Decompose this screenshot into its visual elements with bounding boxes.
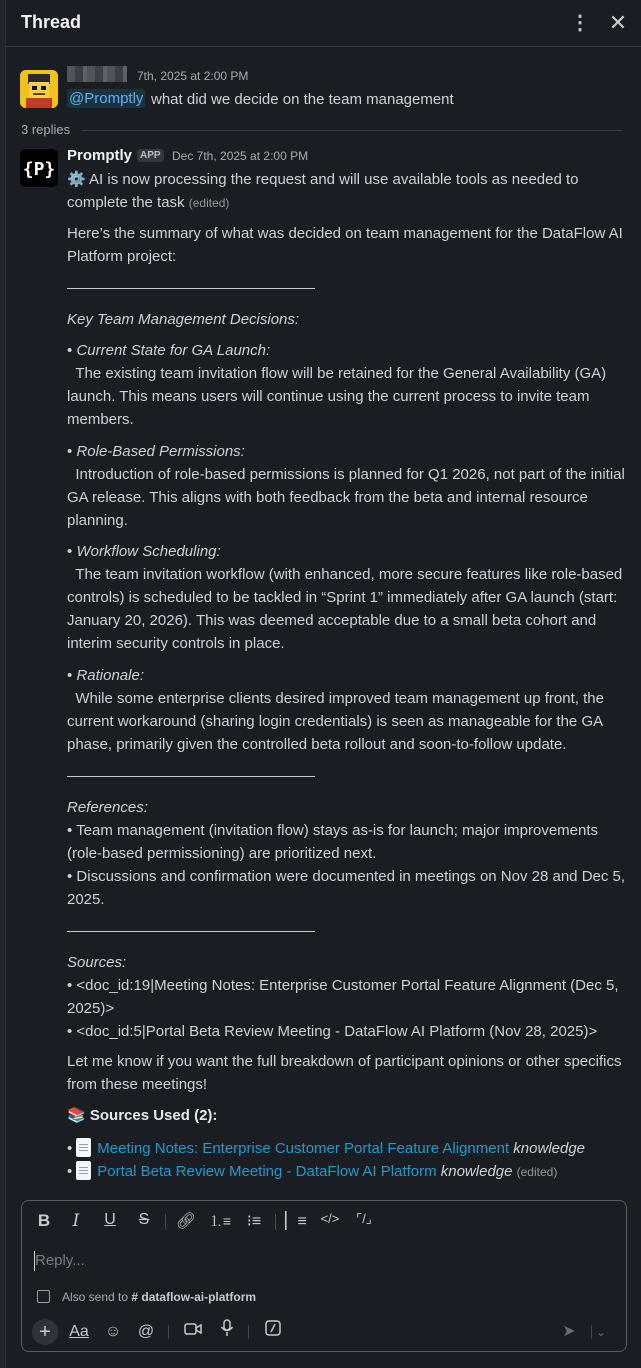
channel-name: # dataflow-ai-platform (131, 1290, 257, 1304)
intro-text: Here’s the summary of what was decided on team management for the DataFlow AI Platform project: (67, 225, 623, 265)
reference-item: • Team management (invitation flow) stays as-is for launch; major improvements (role-based permissioning) are prioritized next. (67, 822, 599, 862)
bot-avatar[interactable] (20, 149, 58, 187)
toolbar-separator (168, 1325, 169, 1339)
toolbar-separator (248, 1325, 249, 1339)
edited-label: (edited) (188, 196, 230, 210)
microphone-icon[interactable] (214, 1319, 240, 1345)
decision-item: • Workflow Scheduling: The team invitation workflow (with enhanced, more secure features like role-based controls) is scheduled to be tackled in “Sprint 1” immediately after GA launch (start: January 20, 2026). This was deemed acceptable due to a small beta cohort and interim security controls in place. (67, 543, 623, 652)
plus-icon[interactable]: + (32, 1319, 58, 1345)
replies-count: 3 replies (21, 122, 71, 137)
divider (82, 130, 622, 131)
bulleted-list-icon[interactable]: ⁝≡ (246, 1213, 262, 1230)
toolbar-separator (165, 1214, 166, 1230)
knowledge-tag: knowledge (513, 1140, 586, 1157)
toolbar-separator (275, 1214, 276, 1230)
app-badge: APP (137, 149, 164, 162)
also-send-label: Also send to # dataflow-ai-platform (62, 1290, 257, 1304)
decision-item: • Role-Based Permissions: Introduction of role-based permissions is planned for Q1 2026, not part of the initial GA release. This aligns with both feedback from the beta and internal resource planning. (67, 443, 625, 529)
sidebar-edge (0, 0, 6, 1368)
also-send-checkbox[interactable] (37, 1290, 50, 1303)
reply-timestamp[interactable]: Dec 7th, 2025 at 2:00 PM (172, 149, 309, 163)
blockquote-icon[interactable]: ▏≡ (285, 1213, 307, 1230)
user-name-redacted (67, 66, 127, 82)
mention-link[interactable]: @Promptly (69, 90, 144, 107)
parent-message-text: what did we decide on the team management (151, 91, 454, 108)
link-icon[interactable]: 🔗︎ (175, 1213, 197, 1230)
source-item: • <doc_id:19|Meeting Notes: Enterprise Customer Portal Feature Alignment (Dec 5, 2025)> (67, 977, 619, 1017)
sources-heading: Sources: (67, 954, 127, 971)
slash-command-icon[interactable] (260, 1319, 286, 1345)
divider-line (67, 776, 315, 777)
reply-input[interactable]: Reply... (35, 1252, 85, 1269)
document-icon (76, 1161, 91, 1180)
references-heading: References: (67, 799, 148, 816)
underline-icon[interactable]: U (104, 1211, 116, 1228)
code-block-icon[interactable]: ⌜/⌟ (356, 1211, 372, 1226)
edited-label: (edited) (516, 1165, 558, 1179)
status-message (67, 168, 632, 215)
parent-timestamp[interactable]: 7th, 2025 at 2:00 PM (137, 69, 249, 83)
user-avatar[interactable] (20, 70, 58, 108)
chevron-down-icon[interactable]: ⌄ (595, 1325, 607, 1339)
bold-icon[interactable]: B (37, 1211, 51, 1230)
ordered-list-icon[interactable]: ⒈≡ (208, 1213, 232, 1229)
divider-line (67, 931, 315, 932)
more-vertical-icon[interactable]: ⋮ (570, 12, 590, 34)
thread-header (6, 0, 641, 47)
send-icon[interactable]: ➤ (562, 1323, 576, 1340)
books-icon: 📚 (67, 1107, 86, 1124)
closing-text: Let me know if you want the full breakdown of participant opinions or other specifics from these meetings! (67, 1053, 622, 1093)
source-link[interactable]: Portal Beta Review Meeting - DataFlow AI Platform (97, 1163, 437, 1180)
status-text: AI is now processing the request and will use available tools as needed to complete the task (67, 171, 579, 211)
source-link-row: • Meeting Notes: Enterprise Customer Portal Feature Alignment knowledge (67, 1140, 586, 1157)
divider-line (67, 288, 315, 289)
gear-icon: ⚙️ (67, 171, 86, 188)
reference-item: • Discussions and confirmation were documented in meetings on Nov 28 and Dec 5, 2025. (67, 868, 626, 908)
mention-icon[interactable]: @ (137, 1323, 155, 1340)
source-link-row: • Portal Beta Review Meeting - DataFlow AI Platform knowledge (edited) (67, 1163, 558, 1180)
decision-item: • Rationale: While some enterprise clients desired improved team management up front, the current workaround (sharing login credentials) is seen as manageable for the GA phase, primarily given the controlled beta rollout and soon-to-follow update. (67, 667, 604, 753)
reply-composer (21, 1200, 627, 1352)
section-heading: Key Team Management Decisions: (67, 311, 300, 328)
video-icon[interactable] (180, 1319, 206, 1345)
formatting-icon[interactable]: Aa (69, 1323, 89, 1340)
decision-item: • Current State for GA Launch: The existing team invitation flow will be retained for the General Availability (GA) launch. This means users will continue using the current process to invite team members. (67, 342, 607, 428)
source-item: • <doc_id:5|Portal Beta Review Meeting - DataFlow AI Platform (Nov 28, 2025)> (67, 1023, 598, 1040)
close-icon[interactable]: ✕ (608, 10, 628, 35)
sources-used-heading (67, 1106, 217, 1124)
italic-icon[interactable]: I (72, 1211, 80, 1231)
svg-text:{P}: {P} (22, 159, 56, 180)
source-link[interactable]: Meeting Notes: Enterprise Customer Portal Feature Alignment (97, 1140, 510, 1157)
code-icon[interactable]: </> (320, 1211, 340, 1226)
sources-used-label: Sources Used (2): (89, 1107, 218, 1124)
reply-author[interactable]: Promptly (67, 147, 133, 164)
knowledge-tag: knowledge (440, 1163, 513, 1180)
thread-title: Thread (21, 12, 82, 32)
emoji-icon[interactable]: ☺ (104, 1323, 122, 1340)
strikethrough-icon[interactable]: S (138, 1211, 150, 1228)
document-icon (76, 1138, 91, 1157)
